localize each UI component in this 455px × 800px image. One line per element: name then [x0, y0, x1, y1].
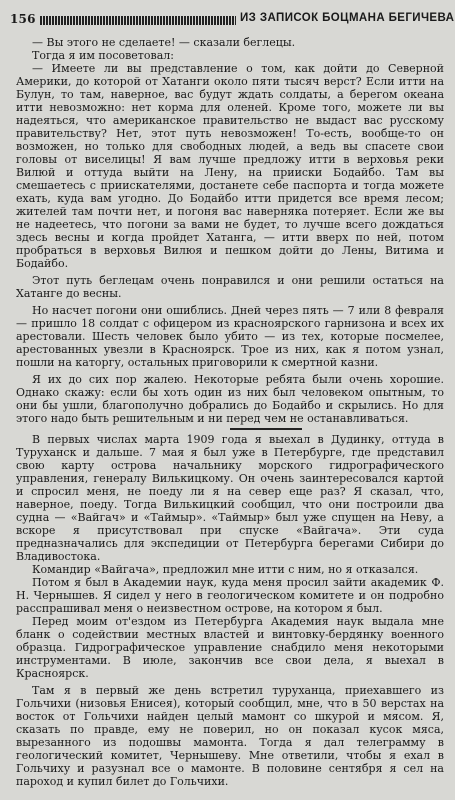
- page-header: [6, 10, 455, 28]
- paragraph: Потом я был в Академии наук, куда меня просил зайти академик Ф. Н. Чернышев. Я сидел у него в геологическом комитете и он подробно расспрашивал меня о неизвестном острове, на котором я был.: [16, 575, 444, 615]
- paragraph: Но насчет погони они ошиблись. Дней через пять — 7 или 8 февраля — пришло 18 солдат с офицером из красноярского гарнизона и всех их арестовали. Шесть человек было убито — из тех, которые посмелее, арестованных увезли в Красноярск. Трое из них, как я потом узнал, пошли на каторгу, остальных приговорили к смертной казни.: [16, 304, 444, 369]
- page-body: [16, 36, 444, 788]
- paragraph: Я их до сих пор жалею. Некоторые ребята были очень хорошие. Однако скажу: если бы хоть один из них был человеком опытным, то они бы ушли, благополучно добрались до Бодайбо и скрылись. Но для этого надо быть решительным и ни перед чем не останавливаться.: [16, 373, 444, 425]
- section-divider: [230, 428, 302, 430]
- paragraph: Командир «Вайгача», предложил мне итти с ним, но я отказался.: [32, 562, 419, 576]
- page-number: 156: [10, 12, 36, 26]
- paragraph: Перед моим от'ездом из Петербурга Академия наук выдала мне бланк о содействии местных властей и винтовку-бердянку военного образца. Гидрографическое управление снабдило меня некоторыми инструментами. В июле, закончив все свои дела, я выехал в Красноярск.: [16, 614, 444, 680]
- paragraph: Этот путь беглецам очень понравился и они решили остаться на Хатанге до весны.: [16, 274, 444, 300]
- paragraph: В первых числах марта 1909 года я выехал в Дудинку, оттуда в Туруханск и дальше. 7 мая я был уже в Петербурге, где представил свою карту острова начальнику морского гидрографического управления, генералу Вилькицкому. Он очень заинтересовался картой и спросил меня, не поеду ли я на север еще раз? Я сказал, что, наверное, поеду. Тогда Вилькицкий сообщил, что они построили два судна — «Вайгач» и «Таймыр». «Таймыр» был уже спущен на Неву, а вскоре я присутствовал при спуске «Вайгача». Эти суда предназначались для экспедиции от Петербурга берегами Сибири до Владивостока.: [16, 432, 444, 563]
- paragraph: — Имеете ли вы представление о том, как дойти до Северной Америки, до которой от Хатанги около пяти тысяч верст? Если итти на Булун, то там, наверное, вас будут ждать солдаты, а берегом океана итти невозможно: нет корма для оленей. Кроме того, можете ли вы надеяться, что американское правительство не выдаст вас русскому правительству? Нет, этот путь невозможен! То-есть, вообще-то он возможен, но только для свободных людей, а ведь вы спасете свои головы от виселицы! Я вам лучше предложу итти в верховья реки Вилюй и оттуда выйти на Лену, на прииски Бодайбо. Там вы смешаетесь с приискателями, достанете себе паспорта и тогда можете ехать, куда вам угодно. До Бодайбо итти придется все время лесом; жителей там почти нет, и погоня вас наверняка потеряет. Если же вы не надеетесь, что погони за вами не будет, то лучше всего дождаться здесь весны и когда пройдет Хатанга, — итти вверх по ней, потом пробраться в верховья Вилюя и пешком дойти до Лены, Витима и Бодайбо.: [16, 62, 444, 270]
- paragraph: Там я в первый же день встретил туруханца, приехавшего из Гольчихи (низовья Енисея), который сообщил, мне, что в 50 верстах на восток от Гольчихи найден целый мамонт со шкурой и мясом. Я, сказать по правде, ему не поверил, но он показал кусок мяса, вырезанного из подошвы мамонта. Тогда я дал телеграмму в геологический комитет, Чернышеву. Мне ответили, чтобы я ехал в Гольчиху и разузнал все о мамонте. В половине сентября я сел на пароход и купил билет до Гольчихи.: [16, 683, 444, 788]
- running-title: ИЗ ЗАПИСОК БОЦМАНА БЕГИЧЕВА: [240, 12, 455, 24]
- decorative-hatch-rule: [40, 16, 236, 25]
- paragraph: — Вы этого не сделаете! — сказали беглецы.: [32, 36, 296, 49]
- paragraph: Тогда я им посоветовал:: [32, 49, 174, 62]
